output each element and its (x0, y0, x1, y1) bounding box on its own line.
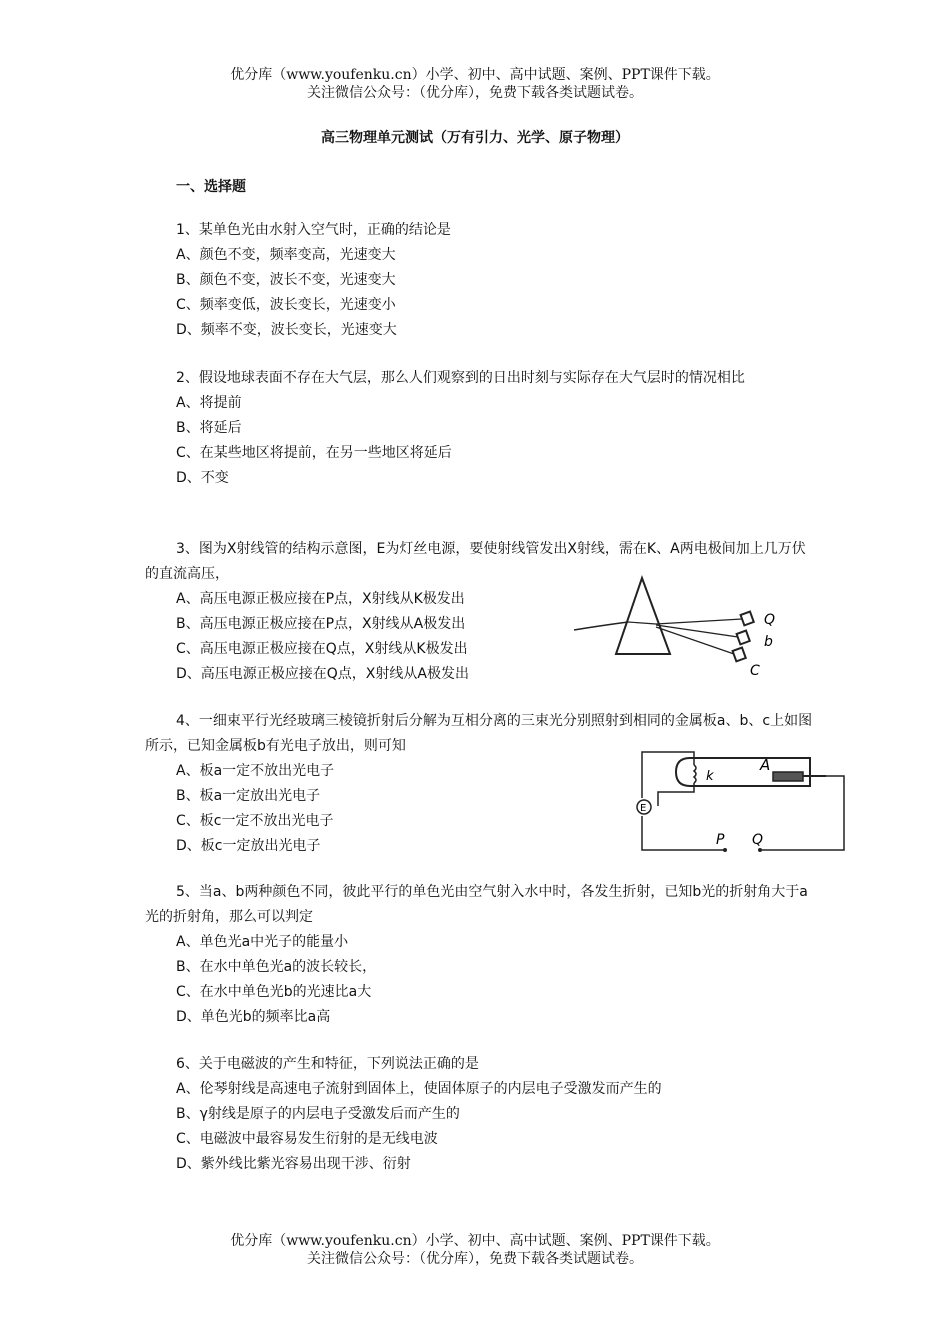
option-d: D、不变 (176, 470, 229, 486)
incident-ray (574, 622, 628, 630)
plate-b (737, 631, 750, 645)
label-b: b (764, 634, 773, 650)
question-stem: 1、某单色光由水射入空气时，正确的结论是 (176, 222, 451, 238)
section-heading: 一、选择题 (176, 179, 246, 195)
label-c: C (750, 663, 760, 679)
label-e: E (640, 803, 647, 814)
option-b: B、高压电源正极应接在P点，X射线从A极发出 (176, 616, 466, 632)
header-line-1: 优分库（www.youfenku.cn）小学、初中、高中试题、案例、PPT课件下载。 (230, 67, 720, 83)
question-stem: 2、假设地球表面不存在大气层，那么人们观察到的日出时刻与实际存在大气层时的情况相比 (176, 370, 745, 386)
option-d: D、高压电源正极应接在Q点，X射线从A极发出 (176, 666, 469, 682)
option-b: B、γ射线是原子的内层电子受激发后而产生的 (176, 1106, 460, 1122)
option-a: A、单色光a中光子的能量小 (176, 934, 349, 950)
question-1 (145, 218, 815, 343)
anode-target (773, 772, 803, 781)
option-c: C、高压电源正极应接在Q点，X射线从K极发出 (176, 641, 468, 657)
question-stem: 3、图为X射线管的结构示意图，E为灯丝电源，要使射线管发出X射线，需在K、A两电极间加上几万伏的直流高压， (145, 541, 806, 582)
option-a: A、将提前 (176, 395, 242, 411)
prism-figure (570, 572, 790, 684)
question-stem: 6、关于电磁波的产生和特征，下列说法正确的是 (176, 1056, 479, 1072)
footer-line-1: 优分库（www.youfenku.cn）小学、初中、高中试题、案例、PPT课件下载。 (230, 1233, 720, 1249)
label-p: P (716, 832, 725, 848)
cathode-coil (694, 765, 696, 783)
page-title: 高三物理单元测试（万有引力、光学、原子物理） (321, 130, 629, 146)
option-b: B、在水中单色光a的波长较长， (176, 959, 377, 975)
option-a: A、板a一定不放出光电子 (176, 763, 335, 779)
option-c: C、板c一定不放出光电子 (176, 813, 334, 829)
option-c: C、在某些地区将提前，在另一些地区将延后 (176, 445, 452, 461)
option-a: A、伦琴射线是高速电子流射到固体上，使固体原子的内层电子受激发而产生的 (176, 1081, 662, 1097)
footer-line-2: 关注微信公众号：（优分库），免费下载各类试题试卷。 (307, 1251, 643, 1267)
option-b: B、将延后 (176, 420, 242, 436)
option-b: B、颜色不变，波长不变，光速变大 (176, 272, 396, 288)
question-2 (145, 366, 815, 491)
plate-c (733, 648, 746, 662)
wire-right (760, 776, 844, 850)
option-d: D、板c一定放出光电子 (176, 838, 321, 854)
option-a: A、高压电源正极应接在P点，X射线从K极发出 (176, 591, 465, 607)
prism-shape (616, 578, 670, 654)
option-c: C、电磁波中最容易发生衍射的是无线电波 (176, 1131, 438, 1147)
question-5 (145, 880, 815, 1030)
option-a: A、颜色不变，频率变高，光速变大 (176, 247, 396, 263)
inner-ray (628, 622, 656, 624)
question-stem: 5、当a、b两种颜色不同，彼此平行的单色光由空气射入水中时，各发生折射，已知b光的折射角大于a光的折射角，那么可以判定 (145, 884, 808, 925)
label-k: k (706, 769, 714, 784)
label-q-terminal: Q (752, 832, 764, 848)
header-line-2: 关注微信公众号：（优分库），免费下载各类试题试卷。 (307, 85, 643, 101)
wire-bottom-left (642, 816, 725, 850)
ray-a (656, 619, 742, 624)
label-q: Q (764, 612, 776, 628)
option-c: C、频率变低，波长变长，光速变小 (176, 297, 396, 313)
label-anode: A (760, 756, 771, 774)
terminal-p (723, 848, 727, 852)
terminal-q (758, 848, 762, 852)
question-6 (145, 1052, 815, 1177)
plate-a (741, 612, 754, 626)
xray-tube-figure (630, 748, 850, 860)
option-b: B、板a一定放出光电子 (176, 788, 321, 804)
option-d: D、单色光b的频率比a高 (176, 1009, 331, 1025)
option-c: C、在水中单色光b的光速比a大 (176, 984, 372, 1000)
option-d: D、频率不变，波长变长，光速变大 (176, 322, 397, 338)
question-stem: 4、一细束平行光经玻璃三棱镜折射后分解为互相分离的三束光分别照射到相同的金属板a、b、c上如图所示，已知金属板b有光电子放出，则可知 (145, 713, 813, 754)
option-d: D、紫外线比紫光容易出现干涉、衍射 (176, 1156, 411, 1172)
